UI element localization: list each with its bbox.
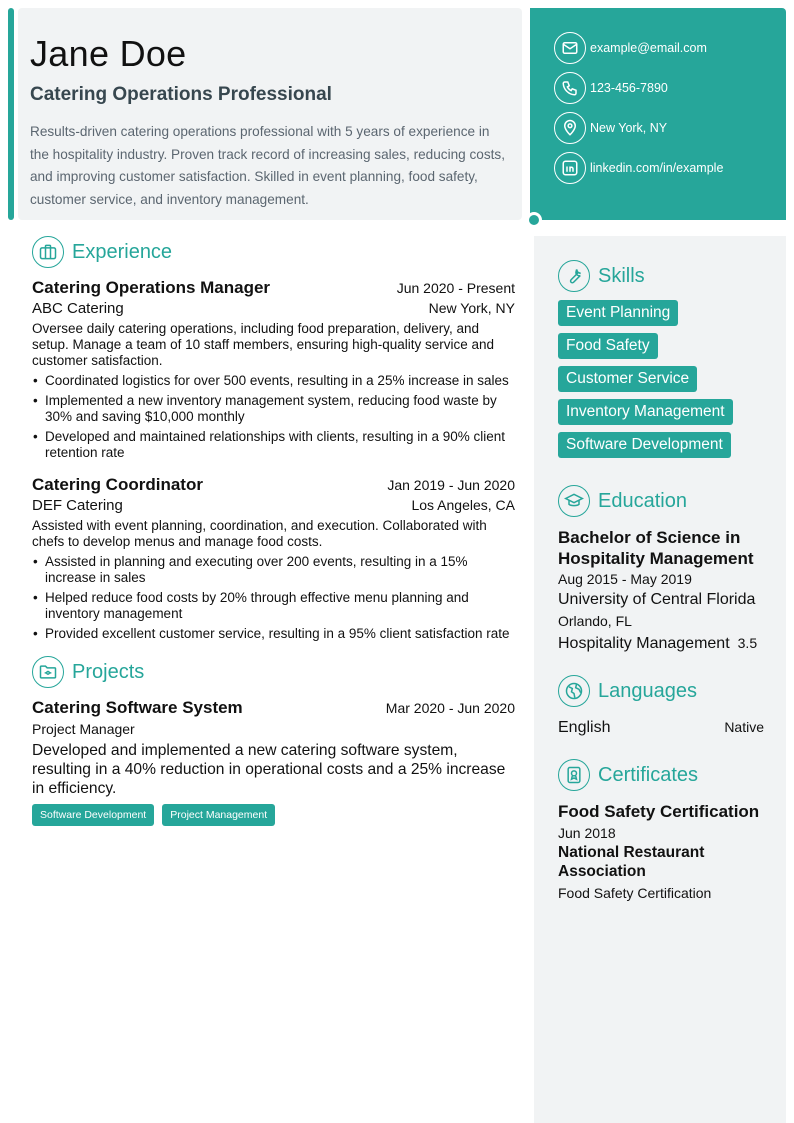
education-gpa: 3.5 [737, 635, 758, 651]
job-achievements [32, 373, 515, 461]
achievement-item: • Assisted in planning and executing over 200 events, resulting in a 15% increase in sales [32, 554, 515, 586]
language-row [558, 717, 764, 739]
project-tags [32, 804, 515, 826]
project-entry [32, 698, 515, 826]
projects-section [32, 656, 515, 826]
education-school: University of Central Florida [558, 591, 756, 608]
briefcase-icon [32, 236, 64, 268]
summary: Results-driven catering operations professional with 5 years of experience in the hospitality industry. Proven track record of increasing sales, reducing costs, and improving customer satisfaction. Skilled in event planning, food safety, customer service, and inventory management. [30, 124, 505, 207]
contact-email[interactable] [554, 32, 786, 64]
location-text: New York, NY [590, 121, 668, 135]
project-dates: Mar 2020 - Jun 2020 [385, 700, 515, 716]
achievement-item: • Provided excellent customer service, resulting in a 95% client satisfaction rate [32, 626, 515, 642]
skill-tag: Software Development [558, 432, 731, 458]
education-location: Orlando, FL [558, 613, 632, 629]
job-dates: Jun 2020 - Present [396, 280, 515, 296]
job-company: DEF Catering [32, 497, 123, 514]
job-position: Catering Operations Manager [32, 278, 271, 297]
education-field: Hospitality Management [558, 635, 730, 652]
globe-icon [558, 675, 590, 707]
education-title: Education [598, 489, 687, 512]
achievement-item: • Developed and maintained relationships with clients, resulting in a 90% client retention rate [32, 429, 515, 461]
job-description: Oversee daily catering operations, including food preparation, delivery, and setup. Manage a team of 10 staff members, ensuring high-quality service and customer satisfaction. [32, 321, 495, 368]
contact-linkedin[interactable] [554, 152, 786, 184]
professional-title: Catering Operations Professional [30, 84, 332, 105]
languages-section [558, 675, 764, 739]
phone-text: 123-456-7890 [590, 81, 668, 95]
certificate-issuer: National Restaurant Association [558, 844, 705, 880]
certificates-heading [558, 759, 764, 791]
skill-tag: Food Safety [558, 333, 658, 359]
linkedin-icon [554, 152, 586, 184]
education-degree: Bachelor of Science in Hospitality Management [558, 528, 754, 568]
certificates-title: Certificates [598, 763, 699, 786]
project-tag: Project Management [162, 804, 275, 826]
language-name: English [558, 719, 611, 736]
languages-heading [558, 675, 764, 707]
job-achievements [32, 554, 515, 642]
certificate-date: Jun 2018 [558, 825, 616, 841]
sidebar [558, 260, 764, 903]
job-entry [32, 278, 515, 461]
linkedin-text: linkedin.com/in/example [590, 161, 724, 175]
languages-title: Languages [598, 679, 697, 702]
project-role: Project Manager [32, 721, 135, 737]
education-heading [558, 485, 764, 517]
education-dates: Aug 2015 - May 2019 [558, 571, 692, 587]
education-section [558, 485, 764, 655]
contact-panel [530, 8, 786, 220]
job-position: Catering Coordinator [32, 475, 203, 494]
graduation-cap-icon [558, 485, 590, 517]
map-pin-icon [554, 112, 586, 144]
experience-title: Experience [72, 240, 173, 263]
skill-tag: Inventory Management [558, 399, 733, 425]
job-description: Assisted with event planning, coordination, and execution. Collaborated with chefs to develop menus and manage food costs. [32, 518, 487, 549]
header-dot [526, 212, 542, 228]
skills-list [558, 300, 764, 465]
language-level: Native [724, 719, 764, 735]
header [18, 8, 522, 220]
certificates-section [558, 759, 764, 903]
skill-tag: Event Planning [558, 300, 678, 326]
wrench-icon [558, 260, 590, 292]
job-company: ABC Catering [32, 300, 124, 317]
experience-heading [32, 236, 515, 268]
job-entry [32, 475, 515, 642]
contact-phone[interactable] [554, 72, 786, 104]
project-name: Catering Software System [32, 698, 243, 717]
skill-tag: Customer Service [558, 366, 697, 392]
skills-heading [558, 260, 764, 292]
skills-section [558, 260, 764, 465]
skills-title: Skills [598, 264, 645, 287]
achievement-item: • Helped reduce food costs by 20% through effective menu planning and inventory management [32, 590, 515, 622]
phone-icon [554, 72, 586, 104]
main-column [32, 236, 515, 826]
job-location: Los Angeles, CA [411, 497, 515, 513]
job-dates: Jan 2019 - Jun 2020 [387, 477, 515, 493]
folder-icon [32, 656, 64, 688]
certificate-name: Food Safety Certification [558, 802, 760, 821]
projects-title: Projects [72, 660, 145, 683]
experience-section [32, 236, 515, 642]
projects-heading [32, 656, 515, 688]
project-tag: Software Development [32, 804, 154, 826]
email-icon [554, 32, 586, 64]
job-location: New York, NY [428, 300, 515, 316]
contact-location [554, 112, 786, 144]
header-accent-bar [8, 8, 14, 220]
certificate-icon [558, 759, 590, 791]
person-name: Jane Doe [30, 33, 187, 74]
email-text: example@email.com [590, 41, 707, 55]
achievement-item: • Implemented a new inventory management system, reducing food waste by 30% and saving $10,000 monthly [32, 393, 515, 425]
achievement-item: • Coordinated logistics for over 500 events, resulting in a 25% increase in sales [32, 373, 515, 389]
project-description: Developed and implemented a new catering software system, resulting in a 40% reduction in operational costs and a 25% increase in efficiency. [32, 742, 506, 797]
certificate-detail: Food Safety Certification [558, 885, 712, 901]
